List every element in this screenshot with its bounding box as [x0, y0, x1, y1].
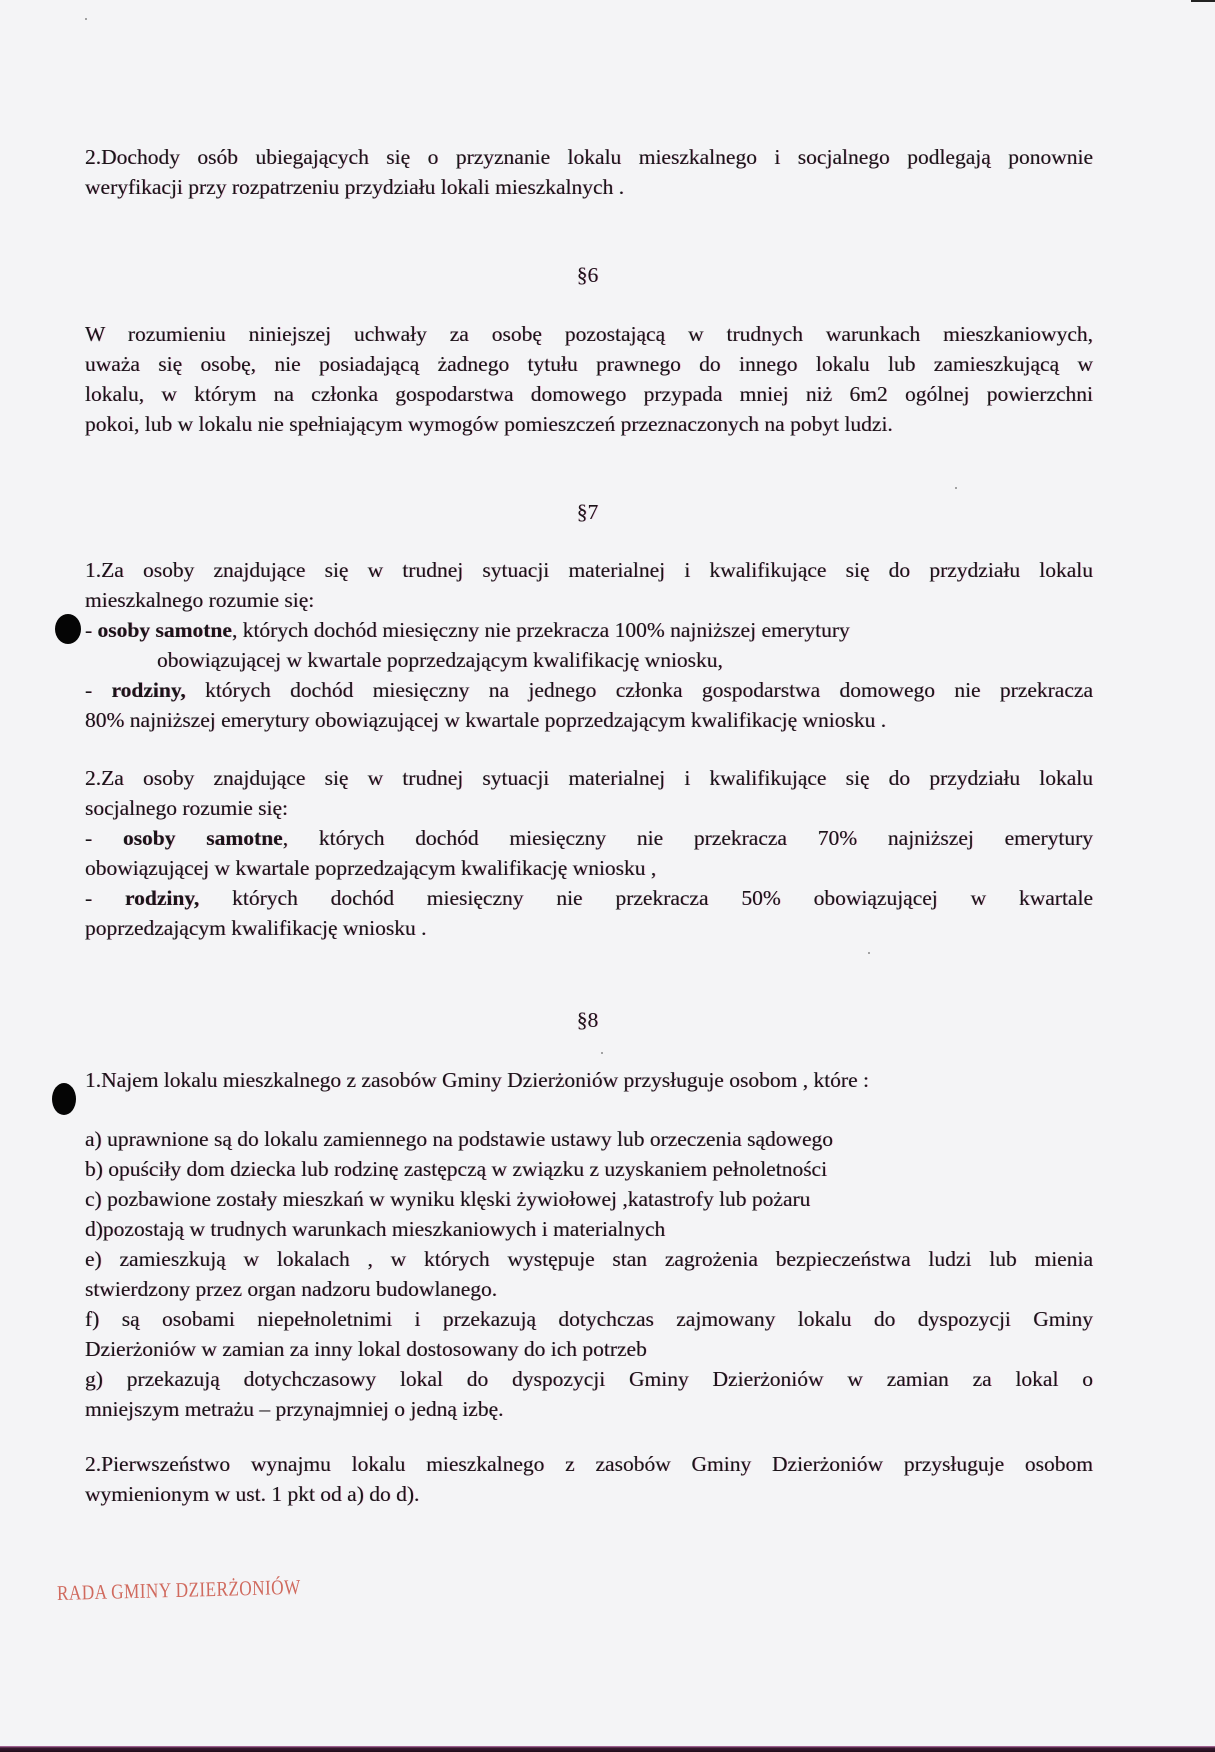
section-8-paragraph-1-intro [85, 1065, 1093, 1095]
text-line: obowiązującej w kwartale poprzedzającym kwalifikację wniosku, [157, 648, 723, 672]
list-item-g: g) przekazują dotychczasowy lokal do dyspozycji Gminy Dzierżoniów w zamian za lokal o [85, 1367, 1093, 1391]
text-line: poprzedzającym kwalifikację wniosku . [85, 916, 427, 940]
scan-edge-mark [1191, 0, 1215, 2]
text-line: Dzierżoniów w zamian za inny lokal dostosowany do ich potrzeb [85, 1337, 647, 1361]
hole-punch-mark [55, 614, 81, 644]
text-line: uważa się osobę, nie posiadającą żadnego tytułu prawnego do innego lokalu lub zamieszkującą w [85, 352, 1093, 376]
list-item-d: d)pozostają w trudnych warunkach mieszkaniowych i materialnych [85, 1217, 666, 1241]
section-6-heading: §6 [576, 263, 599, 287]
list-item-a: a) uprawnione są do lokalu zamiennego na podstawie ustawy lub orzeczenia sądowego [85, 1127, 834, 1151]
section-7-heading: §7 [576, 500, 599, 524]
bold-term: osoby samotne [122, 826, 283, 850]
text-line: stwierdzony przez organ nadzoru budowlanego. [85, 1277, 498, 1301]
text-line: lokalu, w którym na członka gospodarstwa domowego przypada mniej niż 6m2 ogólnej powierzchni [85, 382, 1093, 406]
scan-speck [955, 487, 957, 489]
text-line: obowiązującej w kwartale poprzedzającym kwalifikację wniosku , [85, 856, 657, 880]
text-line: 80% najniższej emerytury obowiązującej w kwartale poprzedzającym kwalifikację wniosku . [85, 708, 887, 732]
list-item-families: - rodziny, których dochód miesięczny na jednego członka gospodarstwa domowego nie przekracza [85, 678, 1093, 702]
section-8-paragraph-2 [85, 1449, 1093, 1509]
list-item-c: c) pozbawione zostały mieszkań w wyniku klęski żywiołowej ,katastrofy lub pożaru [85, 1187, 811, 1211]
text-line: 1.Za osoby znajdujące się w trudnej sytuacji materialnej i kwalifikujące się do przydziału lokalu [85, 558, 1093, 582]
text-line: wymienionym w ust. 1 pkt od a) do d). [85, 1482, 420, 1506]
section-6-body [85, 319, 1093, 439]
scan-speck [85, 18, 87, 20]
hole-punch-mark [52, 1083, 76, 1115]
section-7-paragraph-2 [85, 763, 1093, 943]
list-item-single-persons: - osoby samotne, których dochód miesięczny nie przekracza 70% najniższej emerytury [85, 826, 1093, 850]
list-item-b: b) opuściły dom dziecka lub rodzinę zastępczą w związku z uzyskaniem pełnoletności [85, 1157, 828, 1181]
paragraph-5-2 [85, 142, 1093, 202]
list-item-f: f) są osobami niepełnoletnimi i przekazują dotychczas zajmowany lokalu do dyspozycji Gminy [85, 1307, 1093, 1331]
scan-bottom-edge [0, 1746, 1215, 1752]
council-stamp: RADA GMINY DZIERŻONIÓW [56, 1574, 301, 1605]
section-8-items [85, 1124, 1093, 1424]
section-8-heading: §8 [576, 1008, 599, 1032]
text-line: W rozumieniu niniejszej uchwały za osobę pozostającą w trudnych warunkach mieszkaniowych, [85, 322, 1093, 346]
text-line: mieszkalnego rozumie się: [85, 588, 315, 612]
text-line: 1.Najem lokalu mieszkalnego z zasobów Gminy Dzierżoniów przysługuje osobom , które : [85, 1068, 869, 1092]
text-line: 2.Dochody osób ubiegających się o przyznanie lokalu mieszkalnego i socjalnego podlegają ponownie [85, 145, 1093, 169]
text-line: mniejszym metrażu – przynajmniej o jedną izbę. [85, 1397, 504, 1421]
bold-term: rodziny, [125, 886, 200, 910]
list-item-families: - rodziny, których dochód miesięczny nie przekracza 50% obowiązującej w kwartale [85, 886, 1093, 910]
text-line: weryfikacji przy rozpatrzeniu przydziału lokali mieszkalnych . [85, 175, 625, 199]
text-line: 2.Za osoby znajdujące się w trudnej sytuacji materialnej i kwalifikujące się do przydziału lokalu [85, 766, 1093, 790]
bold-term: osoby samotne [97, 618, 232, 642]
list-item-single-persons: - osoby samotne, których dochód miesięczny nie przekracza 100% najniższej emerytury [85, 618, 850, 642]
text-line: socjalnego rozumie się: [85, 796, 288, 820]
scan-speck [868, 952, 870, 954]
text-line: pokoi, lub w lokalu nie spełniającym wymogów pomieszczeń przeznaczonych na pobyt ludzi. [85, 412, 893, 436]
bold-term: rodziny, [111, 678, 186, 702]
scan-speck [601, 1052, 603, 1054]
section-7-paragraph-1 [85, 555, 1093, 735]
text-line: 2.Pierwszeństwo wynajmu lokalu mieszkalnego z zasobów Gminy Dzierżoniów przysługuje osobom [85, 1452, 1093, 1476]
list-item-e: e) zamieszkują w lokalach , w których występuje stan zagrożenia bezpieczeństwa ludzi lub mienia [85, 1247, 1093, 1271]
